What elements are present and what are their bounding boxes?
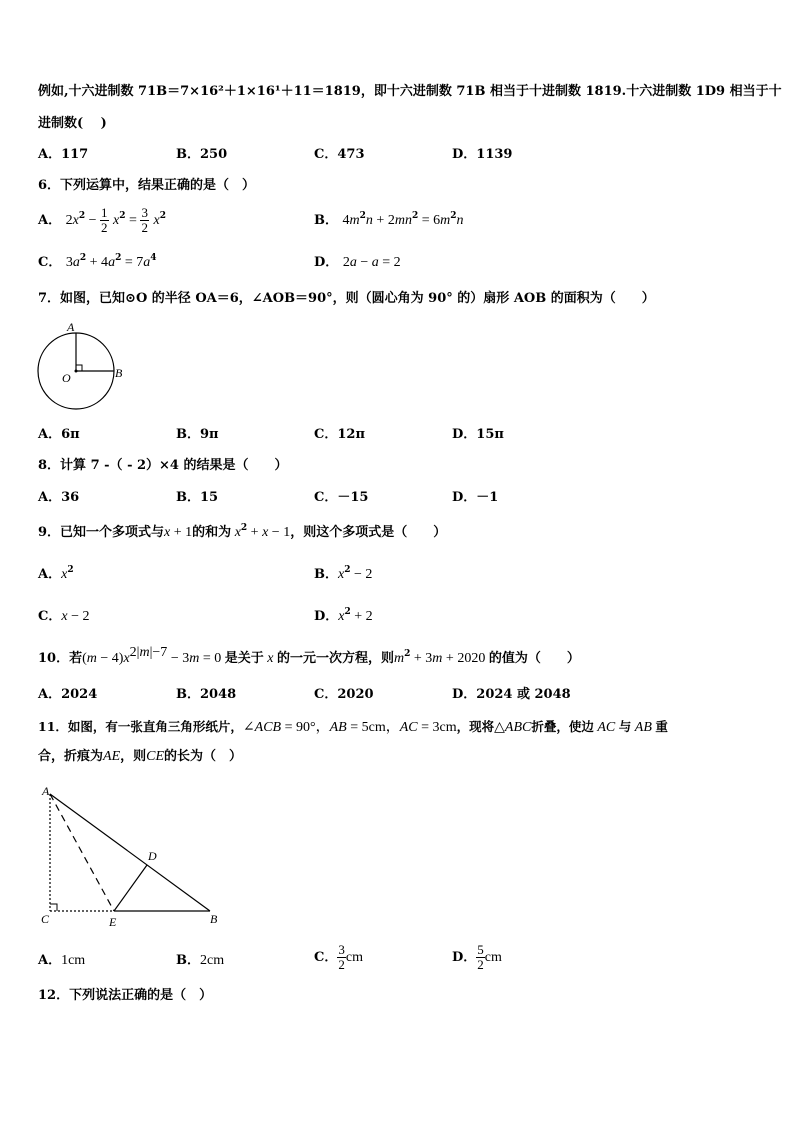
q5-option-a: A．117 [38, 147, 89, 162]
q9-stem-mid: 的和为 [192, 525, 232, 540]
q9-option-a: A．$x^2$ [38, 565, 74, 582]
q6-a-frac2: $\frac{3}{2}$ [141, 205, 148, 235]
q7-center-dot [75, 370, 78, 373]
q11-option-c-frac [337, 943, 346, 972]
q11-right-angle-mark [50, 904, 57, 911]
q7-label-a: A [67, 320, 75, 334]
q6-option-c-label: C． [38, 255, 62, 270]
q11-line2-c: 的长为（ ） [164, 749, 243, 764]
q11-option-a-label: A． [38, 953, 62, 968]
q11-option-a-value: 1 [61, 953, 69, 968]
q7-option-b: B．9π [176, 427, 219, 442]
q11-line1-d: 与 [618, 719, 632, 734]
q7-label-o: O [62, 371, 71, 385]
q6-a-frac1: $\frac{1}{2}$ [101, 205, 108, 235]
q11-label-b: B [210, 912, 218, 926]
q8-option-a: A．36 [38, 490, 80, 505]
q6-option-a-label: A． [38, 213, 62, 228]
q10-option-a: A．2024 [38, 687, 98, 702]
q11-label-e: E [109, 915, 117, 929]
q11-side-ab [50, 794, 210, 911]
q11-fold-ae [50, 794, 114, 911]
q11-option-c-unit: cm [345, 950, 363, 965]
q11-option-b-label: B． [176, 953, 200, 968]
q5-option-c: C．473 [314, 147, 365, 162]
q10-option-d: D．2024 或 2048 [452, 687, 571, 702]
q5-line1: 例如,十六进制数 71B＝7×16²＋1×16¹＋11＝1819，即十六进制数 71B 相当于十进制数 1819.十六进制数 1D9 相当于十 [38, 84, 782, 99]
q11-option-d-label: D． [452, 950, 477, 965]
q11-option-d-num: 5 [477, 942, 484, 957]
q10-mid: 是关于 [224, 651, 264, 666]
q11-segment-ed [114, 865, 147, 911]
q10-suffix: 的值为（ ） [488, 651, 580, 666]
q11-option-b-value: 2 [200, 953, 207, 968]
q9-stem-prefix: 9．已知一个多项式与 [38, 525, 165, 540]
q11-option-c-num: 3 [338, 942, 345, 957]
q11-line2-a: 合，折痕为 [38, 749, 104, 764]
q11-option-a-unit: cm [68, 953, 86, 968]
q11-line2-b: ，则 [120, 749, 147, 764]
q11-label-a: A [42, 784, 50, 798]
q10-option-c: C．2020 [314, 687, 374, 702]
q9-stem: 9．已知一个多项式与x + 1的和为 $x^2 + x - 1$，则这个多项式是（ ） [38, 523, 447, 540]
q10-mid2: 的一元一次方程，则 [276, 651, 394, 666]
q8-stem: 8．计算 7 -（ - 2）×4 的结果是（ ） [38, 458, 288, 473]
q11-line1-b: ，现将 [456, 719, 495, 734]
q9-option-d-label: D． [314, 609, 339, 624]
q11-line2: 合，折痕为AE，则CE的长为（ ） [38, 749, 243, 764]
q5-option-d: D．1139 [452, 147, 513, 162]
q11-option-d-frac [476, 943, 485, 972]
q11-triangle-figure [38, 782, 228, 932]
q8-option-c: C．－15 [314, 490, 369, 505]
q11-label-c: C [41, 912, 50, 926]
q11-option-d-unit: cm [484, 950, 502, 965]
q10-option-b: B．2048 [176, 687, 237, 702]
q11-option-b-unit: cm [207, 953, 225, 968]
q6-stem: 6．下列运算中，结果正确的是（ ） [38, 178, 256, 193]
q8-option-b: B．15 [176, 490, 219, 505]
q7-option-a: A．6π [38, 427, 80, 442]
q9-option-d: D．$x^2 + 2$ [314, 607, 373, 624]
q8-option-d: D．－1 [452, 490, 499, 505]
q7-label-b: B [115, 366, 123, 380]
q5-line2: 进制数( ) [38, 116, 107, 131]
q11-line1: 11．如图，有一张直角三角形纸片，∠ACB = 90°，AB = 5cm，AC = 3cm，现将△ABC折叠，使边 AC 与 AB 重 [38, 719, 668, 735]
q9-stem-suffix: ，则这个多项式是（ ） [290, 525, 447, 540]
q11-option-d-den: 2 [477, 957, 484, 972]
q11-line1-c: 折叠，使边 [531, 719, 594, 734]
q6-option-d: D． 2a − a = 2 [314, 255, 401, 270]
q11-option-a [38, 953, 85, 969]
q11-option-c [314, 943, 363, 972]
q11-line1-e: 重 [655, 719, 668, 734]
q6-option-c: C． $3a^2 + 4a^2 = 7a^4$ [38, 253, 157, 270]
q12-stem: 12．下列说法正确的是（ ） [38, 988, 213, 1003]
q10-prefix: 10．若 [38, 651, 83, 666]
q9-option-b: B．$x^2 - 2$ [314, 565, 373, 582]
q7-option-d: D．15π [452, 427, 504, 442]
q9-option-c-label: C． [38, 609, 62, 624]
q11-line1-a: 11．如图，有一张直角三角形纸片， [38, 719, 243, 734]
q5-option-b: B．250 [176, 147, 228, 162]
q7-option-c: C．12π [314, 427, 365, 442]
q7-circle-figure [30, 318, 135, 413]
q11-option-d [452, 943, 502, 972]
q11-label-d: D [148, 849, 157, 863]
q9-option-c: C．x − 2 [38, 609, 90, 624]
q6-option-b: B． $4m^2n + 2mn^2 = 6m^2n$ [314, 211, 464, 228]
q11-option-c-den: 2 [338, 957, 345, 972]
q11-option-b [176, 953, 224, 969]
q10-stem: 10．若$(m - 4)x^{2|m|-7} - 3m = 0$ 是关于 x 的一元一次方程，则$m^2 + 3m + 2020$ 的值为（ ） [38, 645, 580, 666]
q6-option-b-label: B． [314, 213, 338, 228]
q6-option-a: A． $2x^2$ − $\frac{1}{2}$ $x^2$ = $\frac{3}{2}$ $x^2$ [38, 205, 166, 235]
q9-option-a-label: A． [38, 567, 62, 582]
q6-option-d-label: D． [314, 255, 339, 270]
q7-stem: 7．如图，已知⊙O 的半径 OA＝6，∠AOB＝90°，则（圆心角为 90° 的）扇形 AOB 的面积为（ ） [38, 291, 655, 306]
q11-option-c-label: C． [314, 950, 338, 965]
q9-option-b-label: B． [314, 567, 338, 582]
